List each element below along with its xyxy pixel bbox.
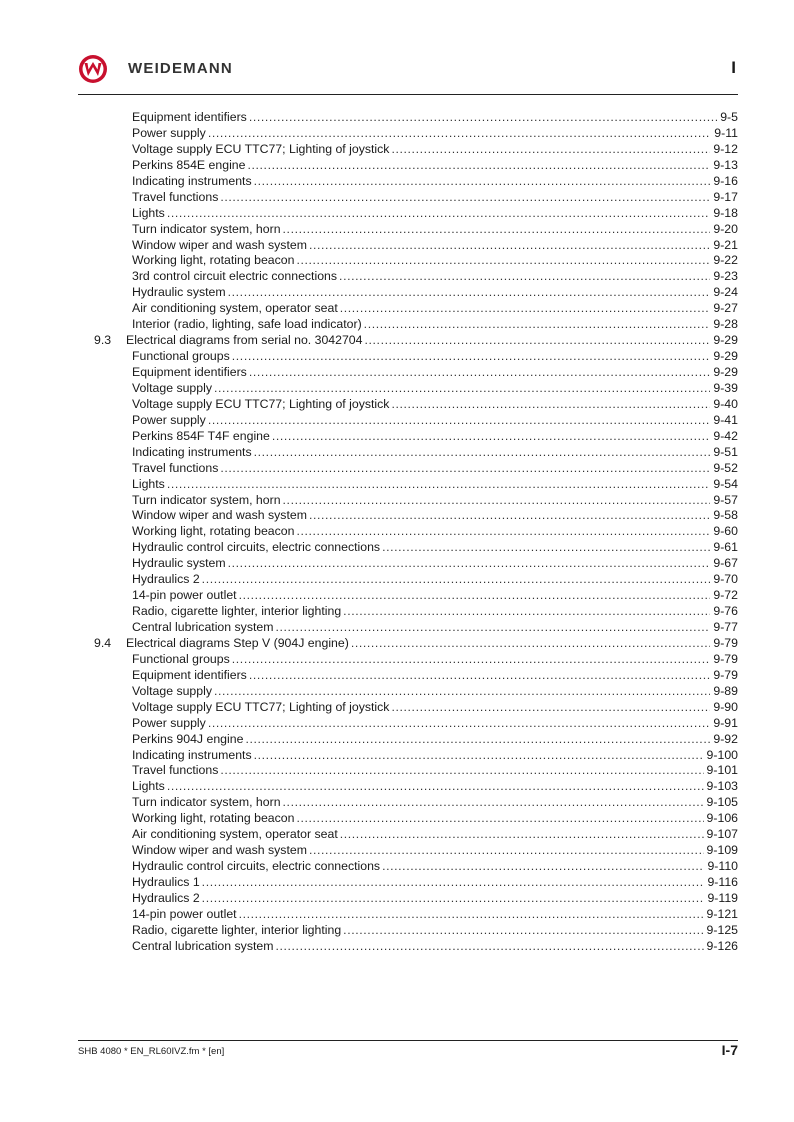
toc-dot-leader [214,381,710,397]
toc-dot-leader [220,190,710,206]
footer-document-id: SHB 4080 * EN_RL60IVZ.fm * [en] [78,1046,225,1057]
toc-dot-leader [391,700,710,716]
toc-entry-title: Radio, cigarette lighter, interior lighting [132,604,342,619]
toc-entry[interactable] [94,317,738,333]
toc-entry-title: Travel functions [132,189,219,204]
toc-dot-leader [167,477,711,493]
toc-dot-leader [309,238,710,254]
toc-dot-leader [245,732,710,748]
footer-page-number: I-7 [721,1042,738,1058]
toc-page-number: 9-12 [710,142,738,158]
toc-entry[interactable] [94,397,738,413]
toc-entry-title: Voltage supply [132,683,212,698]
toc-dot-leader [208,126,711,142]
toc-dot-leader [391,397,710,413]
toc-page-number: 9-79 [710,668,738,684]
toc-entry-title: Window wiper and wash system [132,508,307,523]
toc-entry[interactable] [94,843,738,859]
toc-entry[interactable] [94,572,738,588]
toc-dot-leader [167,206,711,222]
toc-dot-leader [214,684,710,700]
toc-entry-title: Hydraulic system [132,285,226,300]
toc-dot-leader [343,604,710,620]
toc-entry-title: Power supply [132,125,206,140]
toc-dot-leader [272,429,711,445]
toc-page-number: 9-90 [710,700,738,716]
toc-page-number: 9-23 [710,269,738,285]
toc-dot-leader [275,939,703,955]
toc-page-number: 9-67 [710,556,738,572]
toc-dot-leader [202,891,705,907]
toc-dot-leader [202,572,711,588]
toc-page-number: 9-21 [710,238,738,254]
toc-entry-title: Functional groups [132,651,230,666]
toc-entry-title: Electrical diagrams Step V (904J engine) [126,635,349,650]
toc-entry[interactable] [94,811,738,827]
toc-dot-leader [283,795,704,811]
chapter-marker: I [731,58,736,77]
toc-entry-title: Equipment identifiers [132,667,247,682]
toc-page-number: 9-52 [710,461,738,477]
toc-entry[interactable] [94,238,738,254]
toc-entry[interactable] [94,604,738,620]
toc-entry-title: Interior (radio, lighting, safe load indicator) [132,317,362,332]
toc-page-number: 9-70 [710,572,738,588]
toc-entry[interactable] [94,285,738,301]
toc-entry[interactable] [94,429,738,445]
toc-dot-leader [275,620,710,636]
toc-dot-leader [167,779,704,795]
toc-page-number: 9-116 [704,875,738,891]
toc-entry-title: Air conditioning system, operator seat [132,301,338,316]
toc-entry[interactable] [94,477,738,493]
toc-entry[interactable] [94,779,738,795]
toc-entry[interactable] [94,795,738,811]
toc-page-number: 9-105 [704,795,738,811]
toc-dot-leader [391,142,710,158]
toc-dot-leader [296,253,710,269]
toc-entry-title: Indicating instruments [132,173,252,188]
toc-entry-title: Equipment identifiers [132,110,247,124]
toc-entry-title: Perkins 854E engine [132,157,246,172]
toc-entry[interactable] [94,269,738,285]
toc-entry[interactable] [94,524,738,540]
toc-entry-title: Hydraulics 2 [132,890,200,905]
toc-page-number: 9-13 [710,158,738,174]
toc-page-number: 9-106 [704,811,738,827]
toc-entry-title: Travel functions [132,763,219,778]
toc-dot-leader [339,269,710,285]
toc-entry[interactable] [94,493,738,509]
toc-dot-leader [208,413,711,429]
toc-page-number: 9-76 [710,604,738,620]
toc-page-number: 9-100 [704,748,738,764]
toc-dot-leader [254,748,704,764]
toc-dot-leader [228,285,711,301]
toc-page-number: 9-57 [710,493,738,509]
toc-dot-leader [239,588,711,604]
toc-dot-leader [254,174,711,190]
toc-entry[interactable] [94,142,738,158]
toc-entry[interactable] [94,620,738,636]
toc-entry[interactable] [94,206,738,222]
toc-entry-title: Central lubrication system [132,620,274,634]
toc-page-number: 9-24 [710,285,738,301]
toc-entry-title: Lights [132,476,165,491]
toc-entry-title: Hydraulic system [132,556,226,571]
toc-entry-title: Hydraulic control circuits, electric connections [132,859,381,874]
toc-page-number: 9-18 [710,206,738,222]
toc-page-number: 9-11 [711,126,738,142]
toc-dot-leader [232,652,711,668]
toc-entry-title: Indicating instruments [132,444,252,459]
toc-page-number: 9-42 [710,429,738,445]
toc-page-number: 9-41 [710,413,738,429]
toc-entry-title: 3rd control circuit electric connections [132,269,338,284]
toc-entry-title: Radio, cigarette lighter, interior lighting [132,922,342,937]
toc-page-number: 9-16 [710,174,738,190]
toc-entry[interactable] [94,110,738,126]
toc-entry[interactable] [94,700,738,716]
toc-page-number: 9-29 [710,333,738,349]
toc-entry-title: Travel functions [132,460,219,475]
toc-page-number: 9-22 [710,253,738,269]
toc-dot-leader [309,508,710,524]
toc-entry[interactable] [94,461,738,477]
toc-dot-leader [228,556,711,572]
toc-entry-title: Electrical diagrams from serial no. 3042704 [126,333,363,348]
toc-entry-title: Working light, rotating beacon [132,253,295,268]
toc-entry[interactable] [94,540,738,556]
toc-page-number: 9-79 [710,636,738,652]
toc-entry[interactable] [94,556,738,572]
toc-entry-title: Window wiper and wash system [132,237,307,252]
toc-entry-title: Power supply [132,715,206,730]
toc-section-number: 9.4 [94,635,112,650]
toc-entry[interactable] [94,875,738,891]
toc-entry-title: Voltage supply ECU TTC77; Lighting of joystick [132,141,390,156]
toc-page-number: 9-107 [704,827,738,843]
toc-entry[interactable] [94,652,738,668]
toc-dot-leader [208,716,711,732]
toc-dot-leader [343,923,703,939]
toc-page-number: 9-5 [717,110,738,126]
table-of-contents [94,110,738,955]
toc-entry[interactable] [94,222,738,238]
toc-dot-leader [202,875,705,891]
toc-entry-title: Hydraulic control circuits, electric connections [132,540,381,555]
toc-dot-leader [296,811,703,827]
toc-page-number: 9-72 [710,588,738,604]
toc-dot-leader [249,668,711,684]
toc-page-number: 9-60 [710,524,738,540]
toc-entry-title: 14-pin power outlet [132,588,237,603]
toc-entry[interactable] [94,349,738,365]
toc-dot-leader [340,827,704,843]
toc-dot-leader [309,843,704,859]
toc-entry-title: Turn indicator system, horn [132,221,281,236]
toc-dot-leader [232,349,711,365]
toc-page-number: 9-103 [704,779,738,795]
toc-entry[interactable] [94,174,738,190]
toc-entry-title: Voltage supply ECU TTC77; Lighting of joystick [132,699,390,714]
toc-entry-title: Power supply [132,412,206,427]
toc-page-number: 9-28 [710,317,738,333]
toc-dot-leader [283,222,711,238]
toc-page-number: 9-54 [710,477,738,493]
toc-page-number: 9-92 [710,732,738,748]
toc-dot-leader [247,158,710,174]
toc-entry[interactable] [94,763,738,779]
toc-entry-title: Working light, rotating beacon [132,524,295,539]
toc-entry-title: Hydraulics 2 [132,572,200,587]
toc-entry[interactable] [94,907,738,923]
toc-entry[interactable] [94,508,738,524]
toc-page-number: 9-20 [710,222,738,238]
toc-entry-title: Hydraulics 1 [132,875,200,889]
toc-dot-leader [382,540,710,556]
page-header [78,52,738,92]
toc-page-number: 9-77 [710,620,738,636]
toc-entry-title: Lights [132,779,165,794]
toc-dot-leader [351,636,711,652]
toc-dot-leader [220,763,703,779]
toc-dot-leader [239,907,704,923]
toc-entry-title: Lights [132,205,165,220]
toc-entry-title: Voltage supply [132,380,212,395]
toc-entry[interactable] [94,253,738,269]
toc-entry[interactable] [94,190,738,206]
toc-entry[interactable] [94,301,738,317]
toc-page-number: 9-58 [710,508,738,524]
toc-page-number: 9-61 [710,540,738,556]
toc-entry-title: Voltage supply ECU TTC77; Lighting of joystick [132,396,390,411]
toc-page-number: 9-126 [704,939,738,955]
toc-dot-leader [249,365,711,381]
toc-entry-title: Air conditioning system, operator seat [132,827,338,842]
brand-name: WEIDEMANN [128,60,233,77]
toc-page-number: 9-109 [704,843,738,859]
toc-page-number: 9-40 [710,397,738,413]
toc-entry[interactable] [94,381,738,397]
weidemann-logo-icon [78,54,108,84]
toc-page-number: 9-51 [710,445,738,461]
toc-page-number: 9-79 [710,652,738,668]
toc-dot-leader [220,461,710,477]
toc-entry-title: Turn indicator system, horn [132,492,281,507]
toc-entry-title: Perkins 904J engine [132,731,244,746]
toc-entry[interactable] [94,158,738,174]
toc-page-number: 9-101 [704,763,738,779]
toc-entry[interactable] [94,588,738,604]
toc-section-entry[interactable] [94,333,738,349]
toc-entry[interactable] [94,445,738,461]
toc-dot-leader [254,445,711,461]
toc-entry[interactable] [94,827,738,843]
toc-page-number: 9-89 [710,684,738,700]
toc-dot-leader [249,110,717,126]
toc-entry-title: Window wiper and wash system [132,843,307,858]
toc-entry-title: Indicating instruments [132,747,252,762]
toc-entry[interactable] [94,365,738,381]
toc-entry[interactable] [94,126,738,142]
toc-entry[interactable] [94,684,738,700]
toc-entry-title: Perkins 854F T4F engine [132,428,270,443]
toc-entry-title: Equipment identifiers [132,365,247,379]
toc-page-number: 9-27 [710,301,738,317]
toc-page-number: 9-29 [710,365,738,381]
toc-page-number: 9-110 [704,859,738,875]
toc-page-number: 9-91 [710,716,738,732]
toc-entry[interactable] [94,891,738,907]
toc-entry[interactable] [94,923,738,939]
toc-dot-leader [340,301,711,317]
toc-entry-title: Central lubrication system [132,938,274,953]
toc-entry-title: Functional groups [132,349,230,364]
toc-page-number: 9-119 [704,891,738,907]
toc-entry[interactable] [94,748,738,764]
footer-divider [78,1040,738,1041]
toc-dot-leader [296,524,710,540]
toc-section-entry[interactable] [94,636,738,652]
toc-dot-leader [365,333,711,349]
toc-entry[interactable] [94,732,738,748]
toc-page-number: 9-39 [710,381,738,397]
header-divider [78,94,738,95]
toc-entry[interactable] [94,413,738,429]
toc-entry-title: Turn indicator system, horn [132,795,281,810]
toc-entry[interactable] [94,859,738,875]
toc-page-number: 9-29 [710,349,738,365]
toc-page-number: 9-17 [710,190,738,206]
toc-page-number: 9-121 [704,907,738,923]
toc-entry[interactable] [94,939,738,955]
toc-dot-leader [283,493,711,509]
toc-dot-leader [382,859,704,875]
toc-section-number: 9.3 [94,333,112,348]
toc-entry[interactable] [94,716,738,732]
toc-entry[interactable] [94,668,738,684]
toc-entry-title: Working light, rotating beacon [132,811,295,826]
toc-page-number: 9-125 [704,923,738,939]
toc-entry-title: 14-pin power outlet [132,906,237,921]
toc-dot-leader [364,317,711,333]
